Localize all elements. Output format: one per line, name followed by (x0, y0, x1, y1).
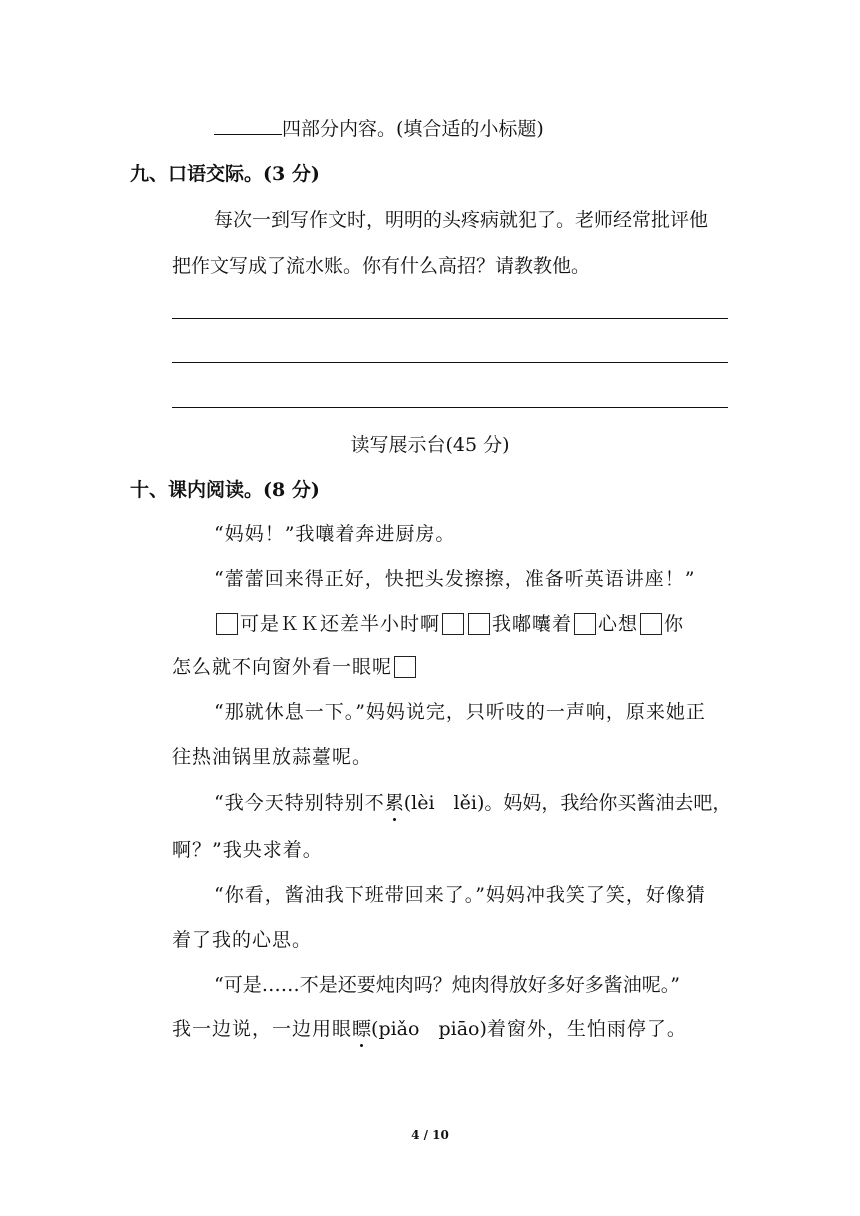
reading-paragraph-2: “蕾蕾回来得正好，快把头发擦擦，准备听英语讲座！” (214, 568, 696, 590)
answer-line-2[interactable] (172, 362, 728, 363)
reading-paragraph-1: “妈妈！”我嚷着奔进厨房。 (214, 523, 456, 545)
q9-heading: 九、口语交际。(3 分) (130, 163, 320, 185)
reading-paragraph-6-line-2: 着了我的心思。 (172, 929, 313, 951)
reading-paragraph-4-line-1: “那就休息一下。”妈妈说完，只听吱的一声响，原来她正 (214, 701, 706, 723)
answer-line-3[interactable] (172, 407, 728, 408)
q8-answer-line (214, 116, 544, 141)
reading-paragraph-7-line-1: “可是……不是还要炖肉吗？炖肉得放好多好多酱油呢。” (214, 974, 680, 996)
punctuation-box-3[interactable] (468, 613, 490, 635)
fill-blank[interactable] (214, 116, 282, 135)
punctuation-box-2[interactable] (442, 613, 464, 635)
p5-pre: “我今天特别特别不 (214, 792, 385, 814)
dotted-character: 瞟 (352, 1018, 372, 1040)
pinyin-choice[interactable]: (piǎo piāo) (371, 1018, 487, 1040)
section-title: 读写展示台(45 分) (350, 434, 510, 456)
reading-paragraph-3-line-2 (172, 655, 418, 679)
q8-tail-text: 四部分内容。(填合适的小标题) (282, 118, 544, 140)
punctuation-box-4[interactable] (574, 613, 596, 635)
q9-paragraph-line-2: 把作文写成了流水账。你有什么高招？请教教他。 (172, 255, 591, 277)
p7-pre: 我一边说，一边用眼 (172, 1018, 353, 1040)
reading-paragraph-7-line-2 (172, 1017, 687, 1041)
punctuation-box-1[interactable] (216, 613, 238, 635)
reading-paragraph-6-line-1: “你看，酱油我下班带回来了。”妈妈冲我笑了笑，好像猜 (214, 884, 706, 906)
q10-heading: 十、课内阅读。(8 分) (130, 479, 320, 501)
p7-post: 着窗外，生怕雨停了。 (486, 1018, 687, 1040)
reading-paragraph-4-line-2: 往热油锅里放蒜薹呢。 (172, 746, 373, 768)
punctuation-box-5[interactable] (640, 613, 662, 635)
p3-text-c: 心想 (598, 613, 639, 635)
answer-line-1[interactable] (172, 318, 728, 319)
reading-paragraph-3-line-1 (214, 612, 684, 636)
q9-paragraph-line-1: 每次一到写作文时，明明的头疼病就犯了。老师经常批评他 (214, 209, 709, 231)
dotted-character: 累 (384, 792, 404, 814)
p3-text-e: 怎么就不向窗外看一眼呢 (172, 656, 393, 678)
p3-text-a: 可是ＫＫ还差半小时啊 (240, 613, 441, 635)
p5-post: 。妈妈，我给你买酱油去吧， (484, 792, 732, 814)
reading-paragraph-5-line-1 (214, 791, 731, 815)
punctuation-box-6[interactable] (394, 656, 416, 678)
p3-text-d: 你 (664, 613, 685, 635)
pinyin-choice[interactable]: (lèi lěi) (403, 792, 485, 814)
p3-text-b: 我嘟囔着 (492, 613, 573, 635)
page-number: 4 / 10 (411, 1128, 449, 1142)
reading-paragraph-5-line-2: 啊？”我央求着。 (172, 839, 323, 861)
